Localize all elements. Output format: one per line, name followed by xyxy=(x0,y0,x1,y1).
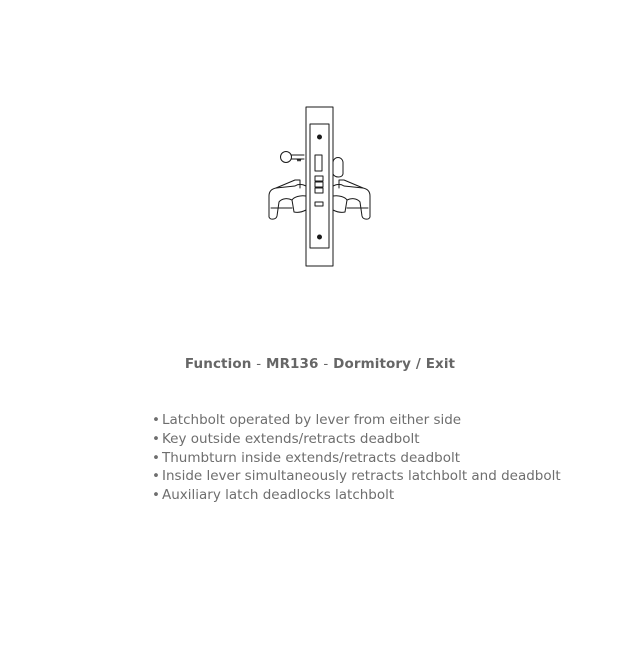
function-code: MR136 xyxy=(266,356,319,372)
function-label: Function xyxy=(184,356,252,372)
feature-text: Thumbturn inside extends/retracts deadbolt xyxy=(162,449,461,466)
bullet-icon: • xyxy=(152,412,160,428)
bullet-icon: • xyxy=(152,430,160,447)
feature-text: Inside lever simultaneously retracts latchbolt and deadbolt xyxy=(162,468,561,485)
list-item xyxy=(152,430,561,449)
bullet-icon: • xyxy=(152,487,160,504)
bullet-icon: • xyxy=(152,468,160,485)
function-title xyxy=(0,356,640,372)
function-separator-2: - xyxy=(323,356,329,372)
feature-text: Key outside extends/retracts deadbolt xyxy=(162,430,420,447)
list-item xyxy=(152,486,561,505)
bullet-icon: • xyxy=(152,449,160,466)
mortise-lock-diagram-icon xyxy=(262,102,378,272)
list-item xyxy=(152,467,561,486)
list-item xyxy=(152,449,561,468)
function-separator: - xyxy=(256,356,262,372)
function-name: Dormitory / Exit xyxy=(333,356,456,372)
list-item xyxy=(152,411,561,430)
feature-text: Auxiliary latch deadlocks latchbolt xyxy=(162,487,395,504)
feature-text: Latchbolt operated by lever from either side xyxy=(162,412,462,428)
feature-list xyxy=(152,411,561,505)
